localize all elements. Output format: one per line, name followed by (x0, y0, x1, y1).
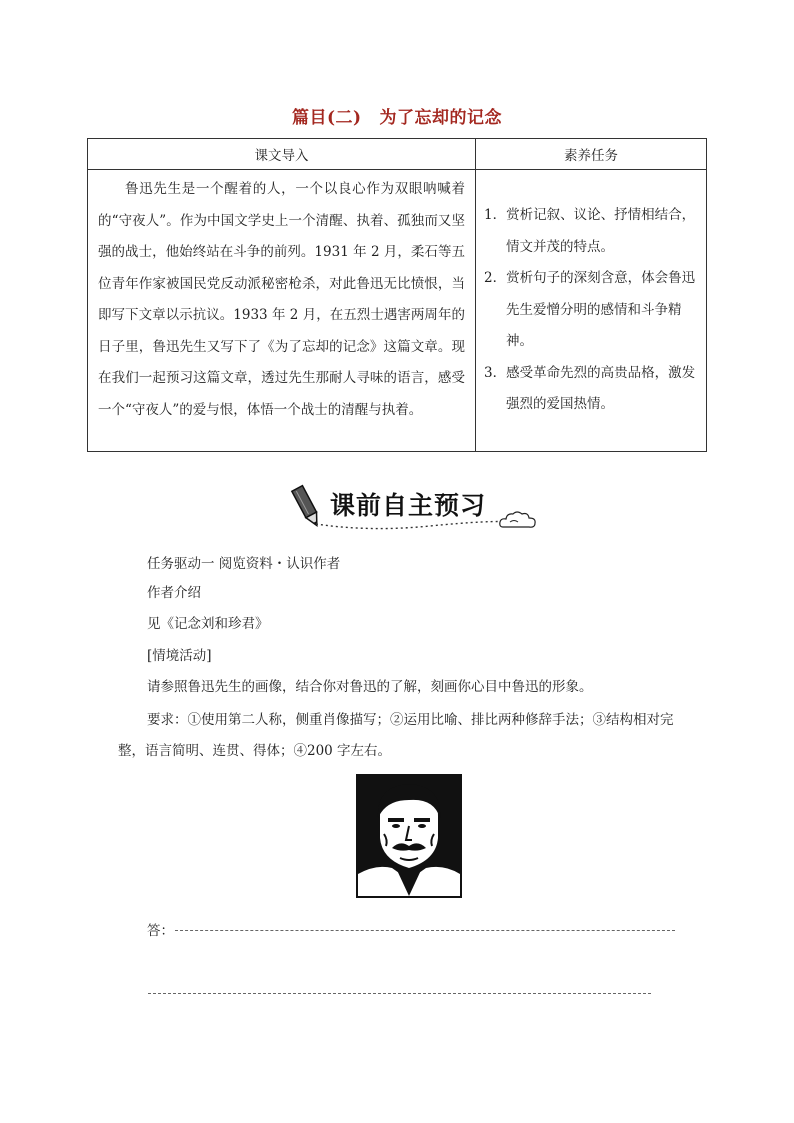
task-item: 1．赏析记叙、议论、抒情相结合，情文并茂的特点。 (484, 207, 696, 255)
task-item: 2．赏析句子的深刻含意，体会鲁迅先生爱憎分明的感情和斗争精神。 (484, 270, 696, 350)
author-heading: 作者介绍 (147, 585, 201, 601)
col-header-tasks: 素养任务 (476, 139, 707, 170)
lu-xun-woodcut (358, 776, 460, 896)
task-list (484, 200, 698, 421)
answer-label: 答： (147, 923, 174, 939)
title-main: 为了忘却的记念 (379, 108, 503, 128)
section-banner (290, 486, 540, 532)
answer-line[interactable] (175, 930, 675, 931)
intro-table (87, 138, 707, 452)
intro-text: 鲁迅先生是一个醒着的人，一个以良心作为双眼呐喊着的“守夜人”。作为中国文学史上一个清醒、执着、孤独而又坚强的战士，他始终站在斗争的前列。1931 年 2 月，柔石等五位青年作家被国民党反动派秘密枪杀，对此鲁迅无比愤恨，当即写下文章以示抗议。1933 年 2 月，在五烈士遇害两周年的日子里，鲁迅先生又写下了《为了忘却的记念》这篇文章。现在我们一起预习这篇文章，透过先生那耐人寻味的语言，感受一个“守夜人”的爱与恨，体悟一个战士的清醒与执着。 (88, 170, 476, 452)
portrait-image (356, 774, 462, 898)
banner-title: 课前自主预习 (330, 491, 487, 520)
task-cell (476, 170, 707, 452)
task-item: 3．感受革命先烈的高贵品格，激发强烈的爱国热情。 (484, 364, 696, 413)
requirements-text: 要求：①使用第二人称，侧重肖像描写；②运用比喻、排比两种修辞手法；③结构相对完整，语言简明、连贯、得体；④200 字左右。 (118, 712, 674, 759)
title-prefix: 篇目(二) (291, 108, 362, 128)
activity-prompt: 请参照鲁迅先生的画像，结合你对鲁迅的了解，刻画你心目中鲁迅的形象。 (147, 679, 593, 695)
author-reference: 见《记念刘和珍君》 (147, 616, 269, 632)
task-heading: 任务驱动一 阅览资料・认识作者 (147, 556, 341, 572)
activity-label: [情境活动] (147, 648, 212, 664)
cloud-icon (498, 510, 538, 532)
answer-line[interactable] (148, 993, 651, 994)
page-title (0, 103, 794, 128)
col-header-intro: 课文导入 (88, 139, 476, 170)
